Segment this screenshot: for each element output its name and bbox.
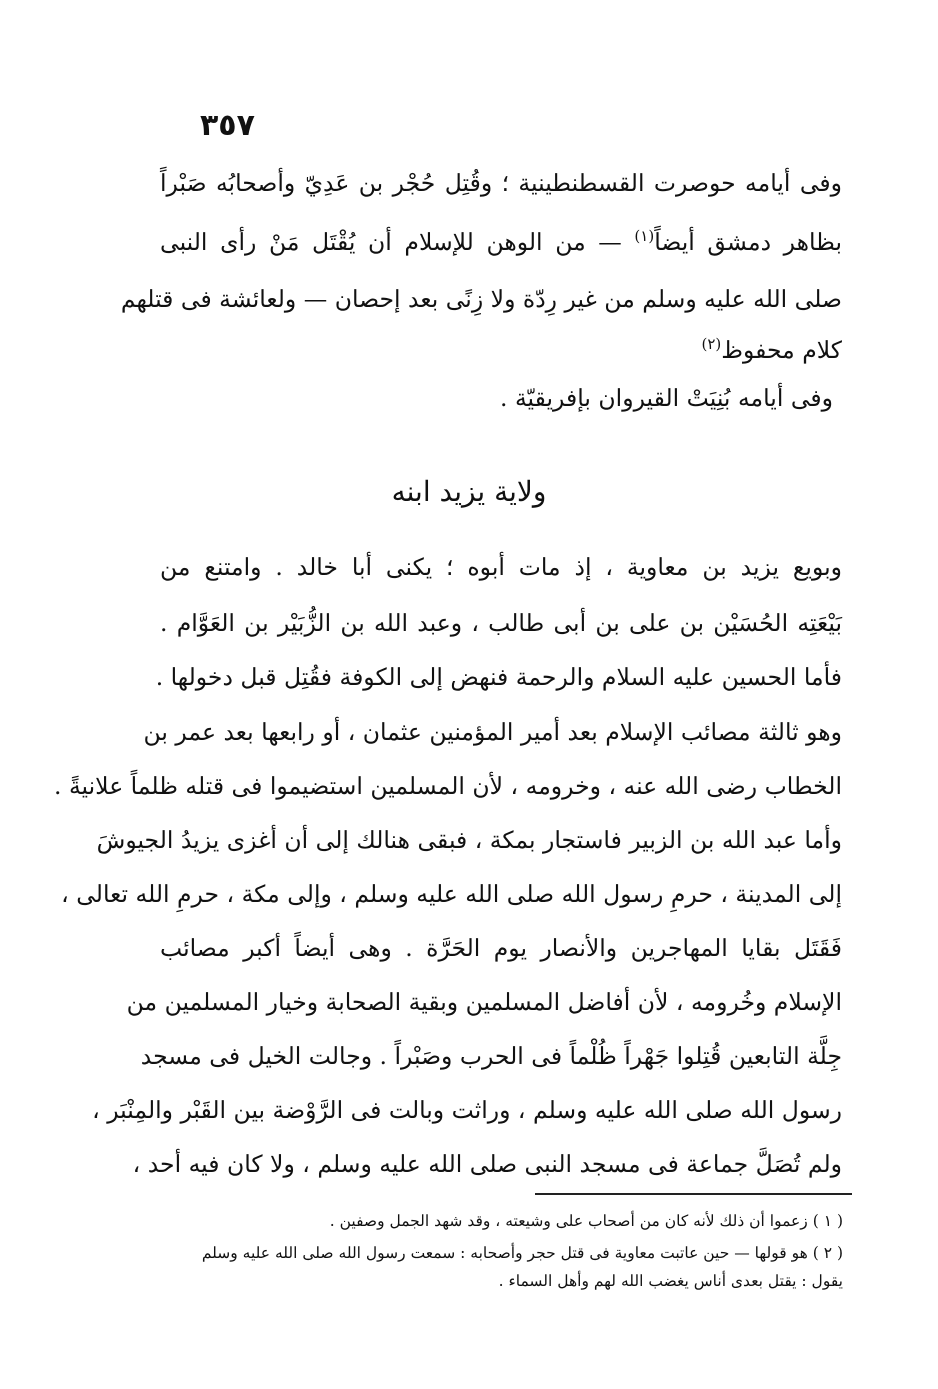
footnote: ( ٢ ) هو قولها — حين عاتبت معاوية فى قتل حجر وأصحابه : سمعت رسول الله صلى الله عليه وسلم: [201, 1244, 843, 1262]
text-line: فأما الحسين عليه السلام والرحمة فنهض إلى الكوفة فقُتِل قبل دخولها .: [155, 663, 842, 691]
line-text: بظاهر دمشق أيضاً: [654, 228, 842, 256]
text-line: بَيْعَتِه الحُسَيْن بن على بن أبى طالب ، وعبد الله بن الزُّبَيْر بن العَوَّام .: [160, 609, 842, 637]
text-line: [160, 330, 842, 370]
line-text: — من الوهن للإسلام أن يُقْتَل مَنْ رأى النبى: [160, 228, 635, 256]
text-line: فَقَتَل بقايا المهاجرين والأنصار يوم الحَرَّة . وهى أيضاً أكبر مصائب: [160, 934, 842, 962]
text-line: وبويع يزيد بن معاوية ، إذ مات أبوه ؛ يكنى أبا خالد . وامتنع من: [160, 553, 842, 581]
text-line: [160, 222, 842, 262]
text-line: جِلَّة التابعين قُتِلوا جَهْراً ظُلْماً فى الحرب وصَبْراً . وجالت الخيل فى مسجد: [140, 1042, 842, 1070]
text-line: رسول الله صلى الله عليه وسلم ، وراثت وبالت فى الرَّوْضة بين القَبْر والمِنْبَر ،: [92, 1096, 842, 1124]
text-line: وأما عبد الله بن الزبير فاستجار بمكة ، فبقى هنالك إلى أن أغزى يزيدُ الجيوشَ: [96, 826, 842, 854]
footnote-marker: (٢): [701, 335, 722, 354]
section-heading: ولاية يزيد ابنه: [391, 475, 547, 508]
line-text: كلام محفوظ: [721, 336, 842, 364]
footnote: يقول : يقتل بعدى أناس يغضب الله لهم وأهل السماء .: [498, 1272, 843, 1290]
text-line: وفى أيامه بُنِيَتْ القيروان بإفريقيّة .: [500, 384, 833, 412]
text-line: وفى أيامه حوصرت القسطنطينية ؛ وقُتِل حُجْر بن عَدِيّ وأصحابُه صَبْراً: [160, 169, 842, 197]
footnote: ( ١ ) زعموا أن ذلك لأنه كان من أصحاب على وشيعته ، وقد شهد الجمل وصفين .: [329, 1212, 843, 1230]
page-number: ٣٥٧: [200, 108, 255, 143]
text-line: وهو ثالثة مصائب الإسلام بعد أمير المؤمنين عثمان ، أو رابعها بعد عمر بن: [143, 718, 842, 746]
text-line: الخطاب رضى الله عنه ، وخرومه ، لأن المسلمين استضيموا فى قتله ظلماً علانيةً .: [54, 772, 842, 800]
text-line: إلى المدينة ، حرمِ رسول الله صلى الله عليه وسلم ، وإلى مكة ، حرمِ الله تعالى ،: [61, 880, 842, 908]
text-line: صلى الله عليه وسلم من غير رِدّة ولا زِنًى بعد إحصان — ولعائشة فى قتلهم: [120, 285, 842, 313]
footnote-marker: (١): [634, 227, 655, 246]
text-line: ولم تُصَلَّ جماعة فى مسجد النبى صلى الله عليه وسلم ، ولا كان فيه أحد ،: [132, 1150, 842, 1178]
text-line: الإسلام وخُرومه ، لأن أفاضل المسلمين وبقية الصحابة وخيار المسلمين من: [126, 988, 842, 1016]
footnote-divider: [535, 1193, 852, 1195]
